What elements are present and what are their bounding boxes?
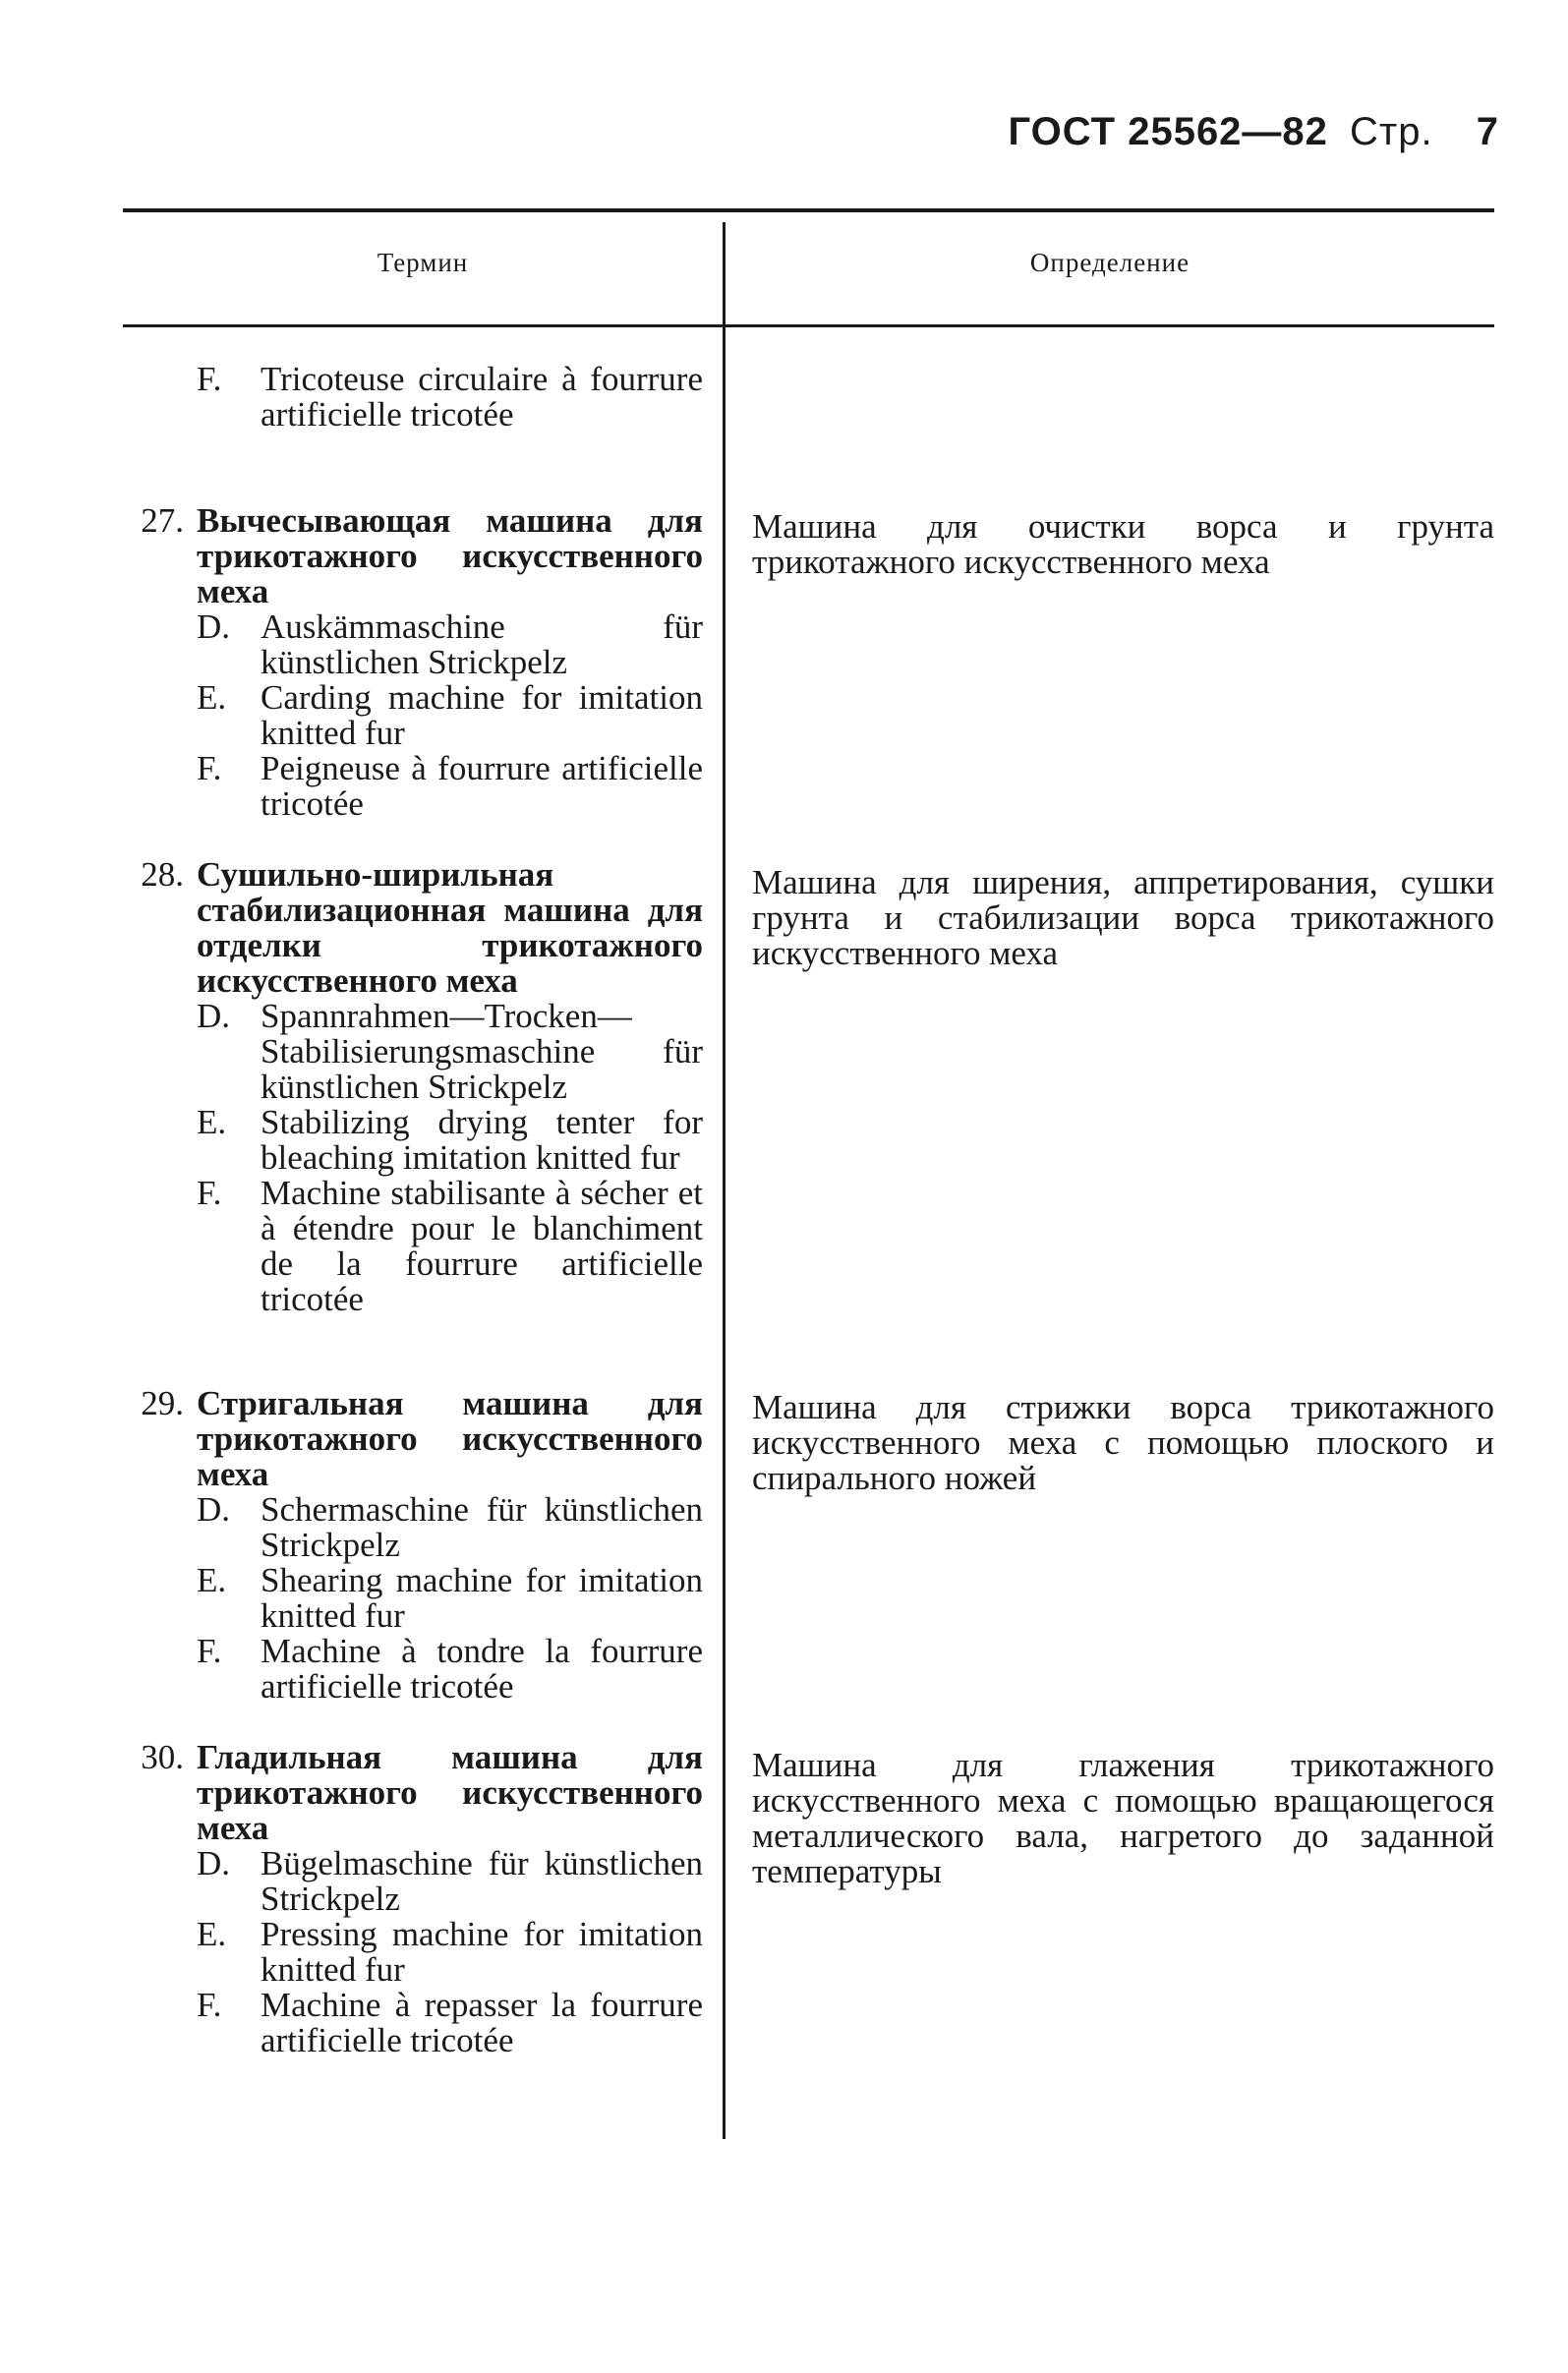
translation-fr xyxy=(123,1176,703,1317)
translation-fr xyxy=(123,1988,703,2058)
translation-text: Carding machine for imitation knitted fur xyxy=(261,678,703,752)
translation-lang: F. xyxy=(197,749,222,787)
term-entry-28 xyxy=(123,857,703,1317)
translation-text: Stabilizing drying tenter for bleaching imitation knitted fur xyxy=(261,1103,703,1177)
translation-lang: E. xyxy=(197,678,227,717)
term-russian: Стригальная машина для трикотажного искусственного меха xyxy=(197,1384,703,1493)
term-entry-30 xyxy=(123,1740,703,2058)
term-number: 30. xyxy=(141,1738,184,1776)
translation-text: Machine stabilisante à sécher et à étendre pour le blanchiment de la fourrure artificielle tricotée xyxy=(261,1174,703,1318)
translation-text: Shearing machine for imitation knitted fur xyxy=(261,1561,703,1635)
term-number: 28. xyxy=(141,855,184,894)
translation-lang: E. xyxy=(197,1103,227,1141)
translation-text: Auskämmaschine für künstlichen Strickpelz xyxy=(261,608,703,681)
translation-en xyxy=(123,1917,703,1988)
translation-text: Tricoteuse circulaire à fourrure artificielle tricotée xyxy=(261,360,703,434)
definition-29: Машина для стрижки ворса трикотажного искусственного меха с помощью плоского и спирального ножей xyxy=(752,1388,1494,1497)
column-header-definition: Определение xyxy=(1029,248,1191,277)
translation-en xyxy=(123,1563,703,1634)
translation-lang: E. xyxy=(197,1915,227,1953)
translation-lang: F. xyxy=(197,1632,222,1670)
definition-30: Машина для глажения трикотажного искусственного меха с помощью вращающегося металлического вала, нагретого до заданной температуры xyxy=(752,1746,1494,1890)
translation-lang: E. xyxy=(197,1561,227,1599)
table-top-rule xyxy=(123,208,1494,212)
term-number: 29. xyxy=(141,1384,184,1422)
table-header-rule xyxy=(123,324,1494,327)
term-entry-27 xyxy=(123,503,703,822)
translation-de xyxy=(123,1492,703,1563)
column-divider xyxy=(723,222,726,2139)
translation-text: Machine à tondre la fourrure artificielle tricotée xyxy=(261,1632,703,1706)
translation-en xyxy=(123,680,703,751)
term-number: 27. xyxy=(141,501,184,540)
translation-lang: D. xyxy=(197,608,231,646)
translation-fr xyxy=(123,751,703,822)
translation-text: Peigneuse à fourrure artificielle tricotée xyxy=(261,749,703,823)
definition-27: Машина для очистки ворса и грунта трикотажного искусственного меха xyxy=(752,507,1494,581)
standard-code: ГОСТ 25562—82 xyxy=(1008,110,1328,153)
term-russian: Вычесывающая машина для трикотажного искусственного меха xyxy=(197,501,703,610)
translation-text: Schermaschine für künstlichen Strickpelz xyxy=(261,1490,703,1564)
translation-lang: D. xyxy=(197,997,231,1035)
translation-lang: D. xyxy=(197,1490,231,1529)
translation-text: Spannrahmen—Trocken—Stabilisierungsmaschine für künstlichen Strickpelz xyxy=(261,997,703,1106)
translation-de xyxy=(123,1846,703,1917)
translation-de xyxy=(123,609,703,680)
translation-lang: D. xyxy=(197,1844,231,1882)
page-number: 7 xyxy=(1476,110,1499,153)
term-russian: Сушильно-ширильная стабилизационная машина для отделки трикотажного искусственного меха xyxy=(197,855,703,1000)
translation-de xyxy=(123,999,703,1105)
page-header xyxy=(1009,110,1500,154)
page-label: Стр. xyxy=(1350,110,1433,153)
translation-text: Bügelmaschine für künstlichen Strickpelz xyxy=(261,1844,703,1918)
continuation-term xyxy=(123,362,703,433)
translation-lang: F. xyxy=(197,1986,222,2024)
column-header-terms: Термин xyxy=(377,248,469,277)
term-entry-29 xyxy=(123,1386,703,1705)
translation-lang: F. xyxy=(197,1174,222,1212)
translation-text: Machine à repasser la fourrure artificielle tricotée xyxy=(261,1986,703,2059)
definition-28: Машина для ширения, аппретирования, сушки грунта и стабилизации ворса трикотажного искусственного меха xyxy=(752,863,1494,972)
translation-fr xyxy=(123,1634,703,1705)
translation-text: Pressing machine for imitation knitted fur xyxy=(261,1915,703,1989)
translation-en xyxy=(123,1105,703,1176)
translation xyxy=(123,362,703,433)
term-russian: Гладильная машина для трикотажного искусственного меха xyxy=(197,1738,703,1847)
translation-lang: F. xyxy=(197,360,222,398)
